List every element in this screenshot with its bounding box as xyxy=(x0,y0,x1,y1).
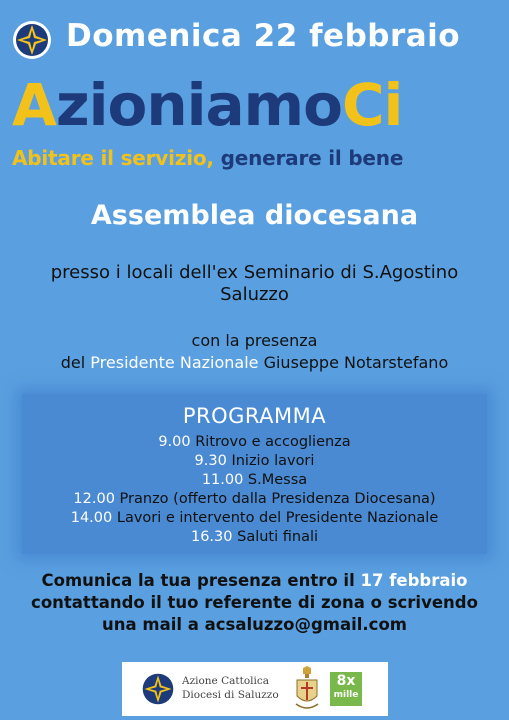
program-item xyxy=(0,452,509,471)
program-text: Inizio lavori xyxy=(226,453,315,469)
program-text: Pranzo (offerto dalla Presidenza Diocesana) xyxy=(114,491,436,507)
contact-line2: contattando il tuo referente di zona o scrivendo xyxy=(31,593,478,612)
presence-role: Presidente Nazionale xyxy=(90,353,259,372)
contact-line3: una mail a acsaluzzo@gmail.com xyxy=(102,615,407,634)
program-item xyxy=(0,471,509,490)
tagline-part1: Abitare il servizio, xyxy=(12,146,214,170)
venue-line1: presso i locali dell'ex Seminario di S.Agostino xyxy=(50,262,459,283)
program-item xyxy=(0,509,509,528)
program-list xyxy=(0,433,509,547)
presence-line1: con la presenza xyxy=(191,331,318,350)
venue-line2: Saluzzo xyxy=(220,284,289,305)
program-text: S.Messa xyxy=(243,472,308,488)
event-date: Domenica 22 febbraio xyxy=(66,18,461,54)
program-text: Saluti finali xyxy=(232,529,319,545)
badge-big-text: 8x xyxy=(336,673,356,689)
program-time: 14.00 xyxy=(70,510,113,526)
program-text: Lavori e intervento del Presidente Nazionale xyxy=(112,510,439,526)
event-presence xyxy=(0,330,509,374)
event-title: Assemblea diocesana xyxy=(90,200,419,231)
presence-line2 xyxy=(0,352,509,374)
program-item xyxy=(0,433,509,452)
brand-title xyxy=(12,70,502,140)
brand-part-zioniamo: zioniamo xyxy=(55,71,342,139)
program-time: 11.00 xyxy=(201,472,244,488)
contact-line1 xyxy=(0,570,509,592)
contact-info xyxy=(0,570,509,636)
contact-prefix: Comunica la tua presenza entro il xyxy=(41,571,361,590)
brand-part-a: A xyxy=(12,71,56,139)
event-venue xyxy=(0,262,509,306)
azione-cattolica-logo-icon xyxy=(141,672,175,706)
program-time: 9.30 xyxy=(194,453,227,469)
presence-prefix: del xyxy=(60,353,91,372)
program-item xyxy=(0,528,509,547)
program-title: PROGRAMMA xyxy=(182,404,327,428)
program-time: 9.00 xyxy=(158,434,191,450)
org-line2: Diocesi di Saluzzo xyxy=(182,689,279,701)
diocese-crest-icon xyxy=(294,666,320,712)
program-item xyxy=(0,490,509,509)
program-time: 16.30 xyxy=(190,529,233,545)
footer-org-name xyxy=(182,674,286,702)
brand-tagline xyxy=(12,146,507,170)
azione-cattolica-cross-icon xyxy=(12,20,52,60)
program-text: Ritrovo e accoglienza xyxy=(190,434,351,450)
org-line1: Azione Cattolica xyxy=(182,675,270,687)
tagline-part2: generare il bene xyxy=(213,146,404,170)
badge-small-text: mille xyxy=(333,690,359,700)
otto-per-mille-badge xyxy=(330,672,362,706)
brand-part-ci: Ci xyxy=(341,71,403,139)
program-time: 12.00 xyxy=(73,491,115,507)
presence-name: Giuseppe Notarstefano xyxy=(258,353,449,372)
contact-deadline: 17 febbraio xyxy=(360,571,468,590)
